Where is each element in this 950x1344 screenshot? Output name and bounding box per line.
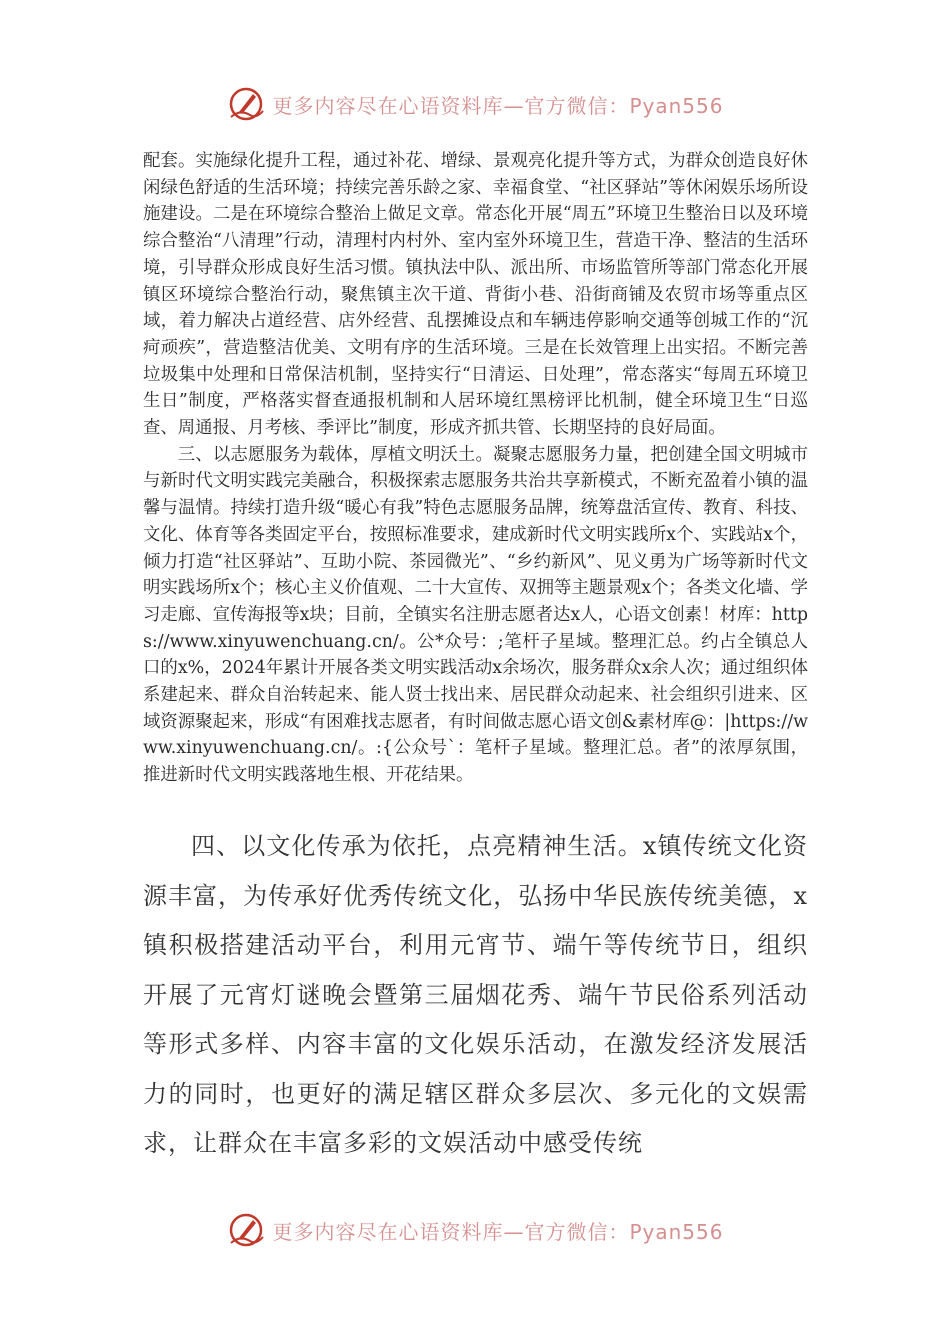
pen-circle-logo-icon	[226, 84, 266, 124]
document-body-small	[143, 148, 808, 789]
footer-banner-text: 更多内容尽在心语资料库—官方微信：Pyan556	[272, 1219, 724, 1244]
paragraph-culture: 四、以文化传承为依托，点亮精神生活。x镇传统文化资源丰富，为传承好优秀传统文化，弘扬中华民族传统美德，x镇积极搭建活动平台，利用元宵节、端午等传统节日，组织开展了元宵灯谜晚会暨第三届烟花秀、端午节民俗系列活动等形式多样、内容丰富的文化娱乐活动，在激发经济发展活力的同时，也更好的满足辖区群众多层次、多元化的文娱需求，让群众在丰富多彩的文娱活动中感受传统	[143, 832, 808, 1157]
paragraph-volunteer: 三、以志愿服务为载体，厚植文明沃土。凝聚志愿服务力量，把创建全国文明城市与新时代文明实践完美融合，积极探索志愿服务共治共享新模式，不断充盈着小镇的温馨与温情。持续打造升级“暖心有我”特色志愿服务品牌，统筹盘活宣传、教育、科技、文化、体育等各类固定平台，按照标准要求，建成新时代文明实践所x个、实践站x个，倾力打造“社区驿站”、互助小院、茶园微光”、“乡约新风”、见义勇为广场等新时代文明实践场所x个；核心主义价值观、二十大宣传、双拥等主题景观x个；各类文化墙、学习走廊、宣传海报等x块；目前，全镇实名注册志愿者达x人，心语文创素！材库：https://www.xinyuwenchuang.cn/。公*众号：;笔杆子星域。整理汇总。约占全镇总人口的x%，2024年累计开展各类文明实践活动x余场次，服务群众x余人次；通过组织体系建起来、群众自治转起来、能人贤士找出来、居民群众动起来、社会组织引进来、区域资源聚起来，形成“有困难找志愿者，有时间做志愿心语文创&素材库@：|https://www.xinyuwenchuang.cn/。:{公众号`：笔杆子星域。整理汇总。者”的浓厚氛围，推进新时代文明实践落地生根、开花结果。	[143, 444, 808, 786]
pen-circle-logo-icon	[226, 1210, 266, 1250]
document-body-large	[143, 822, 808, 1169]
header-banner	[0, 84, 950, 124]
header-banner-text: 更多内容尽在心语资料库—官方微信：Pyan556	[272, 93, 724, 118]
paragraph-environment: 配套。实施绿化提升工程，通过补花、增绿、景观亮化提升等方式，为群众创造良好休闲绿色舒适的生活环境；持续完善乐龄之家、幸福食堂、“社区驿站”等休闲娱乐场所设施建设。二是在环境综合整治上做足文章。常态化开展“周五”环境卫生整治日以及环境综合整治“八清理”行动，清理村内村外、室内室外环境卫生，营造干净、整洁的生活环境，引导群众形成良好生活习惯。镇执法中队、派出所、市场监管所等部门常态化开展镇区环境综合整治行动，聚焦镇主次干道、背街小巷、沿街商铺及农贸市场等重点区域，着力解决占道经营、店外经营、乱摆摊设点和车辆违停影响交通等创城工作的“沉疴顽疾”，营造整洁优美、文明有序的生活环境。三是在长效管理上出实招。不断完善垃圾集中处理和日常保洁机制，坚持实行“日清运、日处理”，常态落实“每周五环境卫生日”制度，严格落实督查通报机制和人居环境红黑榜评比机制，健全环境卫生“日巡查、周通报、月考核、季评比”制度，形成齐抓共管、长期坚持的良好局面。	[143, 151, 808, 439]
footer-banner	[0, 1210, 950, 1250]
